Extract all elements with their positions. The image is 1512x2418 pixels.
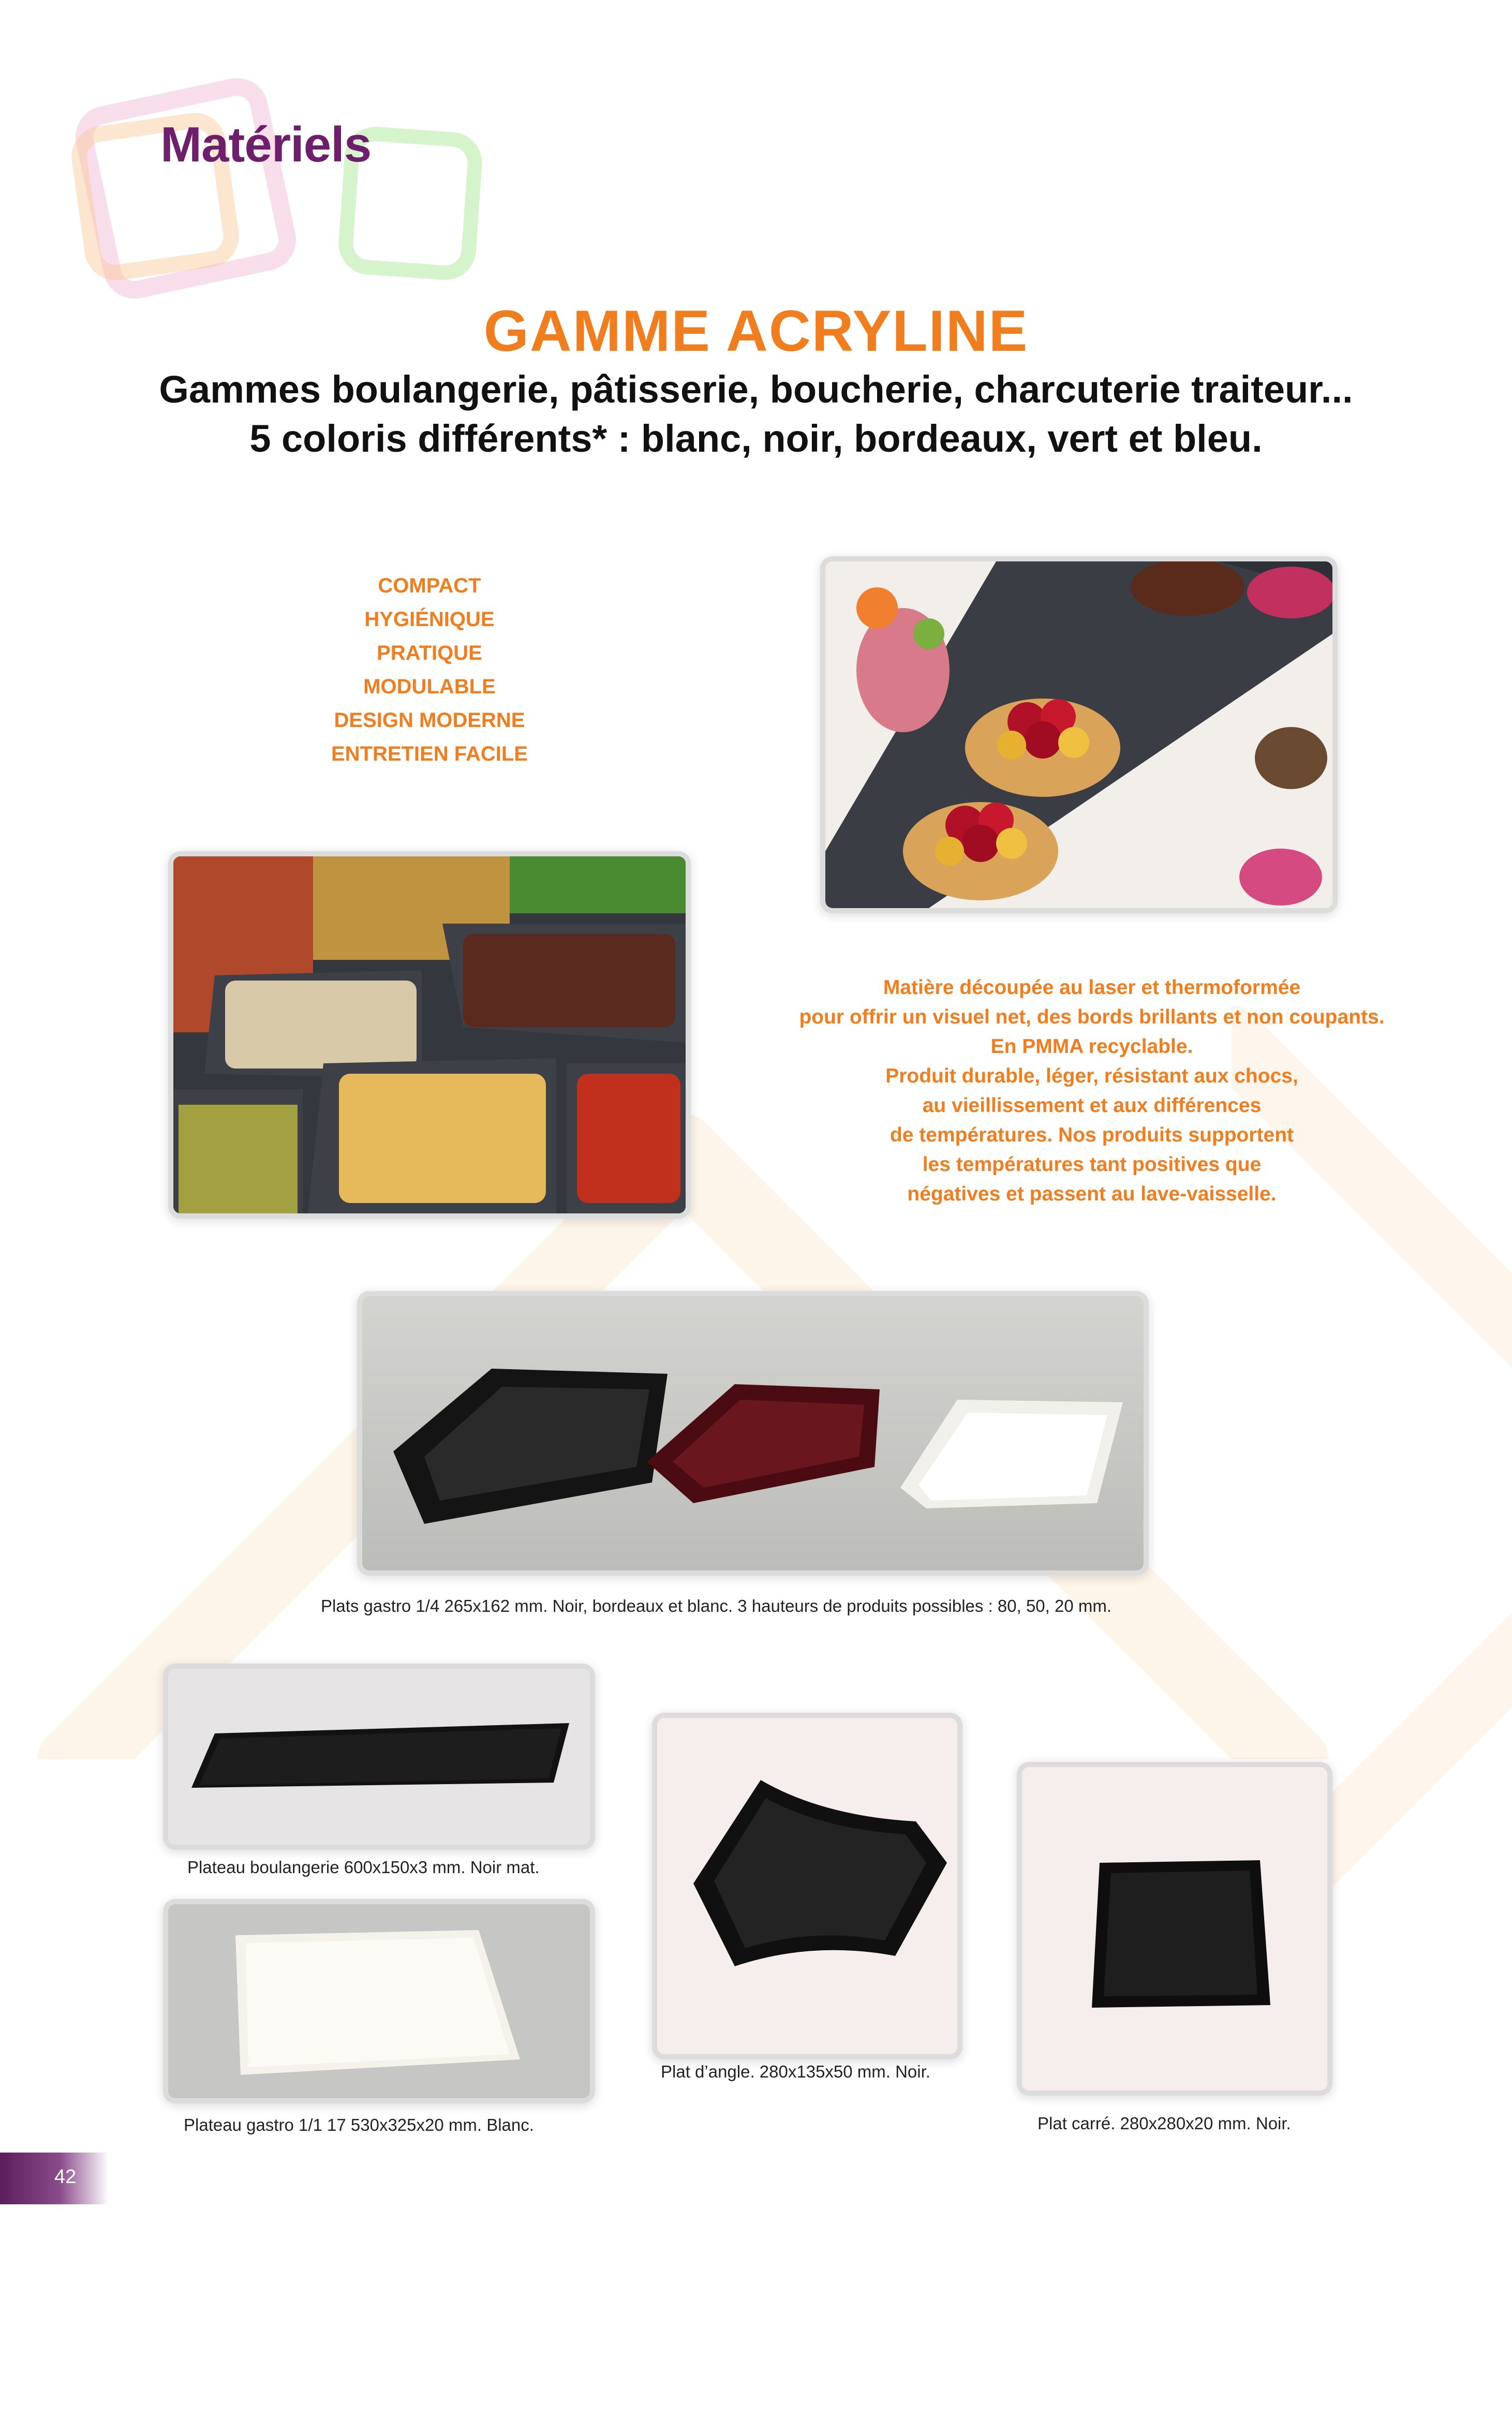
page-number-tab	[0, 2153, 109, 2204]
section-title: Matériels	[160, 117, 372, 172]
plateau-gastro-photo	[168, 1904, 590, 2098]
caption-plat-angle: Plat d’angle. 280x135x50 mm. Noir.	[661, 2062, 930, 2081]
description-line: négatives et passent au lave-vaisselle.	[907, 1183, 1277, 1205]
description-line: Matière découpée au laser et thermoformée	[883, 976, 1301, 999]
description-line: Produit durable, léger, résistant aux chocs,	[885, 1065, 1298, 1087]
plat-angle-photo	[657, 1718, 957, 2054]
plateau-boulangerie-illustration	[168, 1669, 590, 1845]
gastro-trays-illustration	[362, 1296, 1144, 1570]
features-list	[290, 569, 569, 771]
page-title: GAMME ACRYLINE	[483, 299, 1029, 363]
page-number: 42	[54, 2166, 77, 2188]
subtitle-line-2: 5 coloris différents* : blanc, noir, bordeaux, vert et bleu.	[249, 417, 1263, 460]
caption-plat-carre: Plat carré. 280x280x20 mm. Noir.	[1037, 2114, 1291, 2133]
pastry-photo	[825, 561, 1332, 908]
feature-item: PRATIQUE	[377, 642, 482, 664]
deli-photo	[173, 856, 686, 1213]
description-line: pour offrir un visuel net, des bords brillants et non coupants.	[799, 1006, 1385, 1028]
deli-illustration	[173, 856, 686, 1213]
gastro-trays-photo	[362, 1296, 1144, 1570]
description-line: de températures. Nos produits supportent	[890, 1124, 1294, 1146]
caption-plateau-boulangerie: Plateau boulangerie 600x150x3 mm. Noir mat.	[187, 1858, 540, 1877]
pastry-illustration	[825, 561, 1332, 908]
caption-gastro-quarter: Plats gastro 1/4 265x162 mm. Noir, bordeaux et blanc. 3 hauteurs de produits possibles : 80, 50, 20 mm.	[321, 1596, 1112, 1615]
product-description	[761, 973, 1423, 1209]
subtitle-line-1: Gammes boulangerie, pâtisserie, boucherie, charcuterie traiteur...	[159, 368, 1353, 411]
feature-item: MODULABLE	[363, 675, 496, 698]
feature-item: HYGIÉNIQUE	[364, 608, 495, 631]
plat-carre-photo	[1022, 1767, 1327, 2090]
plat-angle-illustration	[657, 1718, 957, 2054]
plateau-boulangerie-photo	[168, 1669, 590, 1845]
feature-item: ENTRETIEN FACILE	[331, 743, 528, 765]
description-line: au vieillissement et aux différences	[922, 1094, 1262, 1117]
caption-plateau-gastro: Plateau gastro 1/1 17 530x325x20 mm. Blanc.	[184, 2115, 534, 2134]
plateau-gastro-illustration	[168, 1904, 590, 2098]
plat-carre-illustration	[1022, 1767, 1327, 2090]
feature-item: COMPACT	[378, 574, 481, 597]
feature-item: DESIGN MODERNE	[334, 709, 525, 732]
description-line: les températures tant positives que	[922, 1153, 1262, 1176]
description-line: En PMMA recyclable.	[990, 1035, 1193, 1058]
